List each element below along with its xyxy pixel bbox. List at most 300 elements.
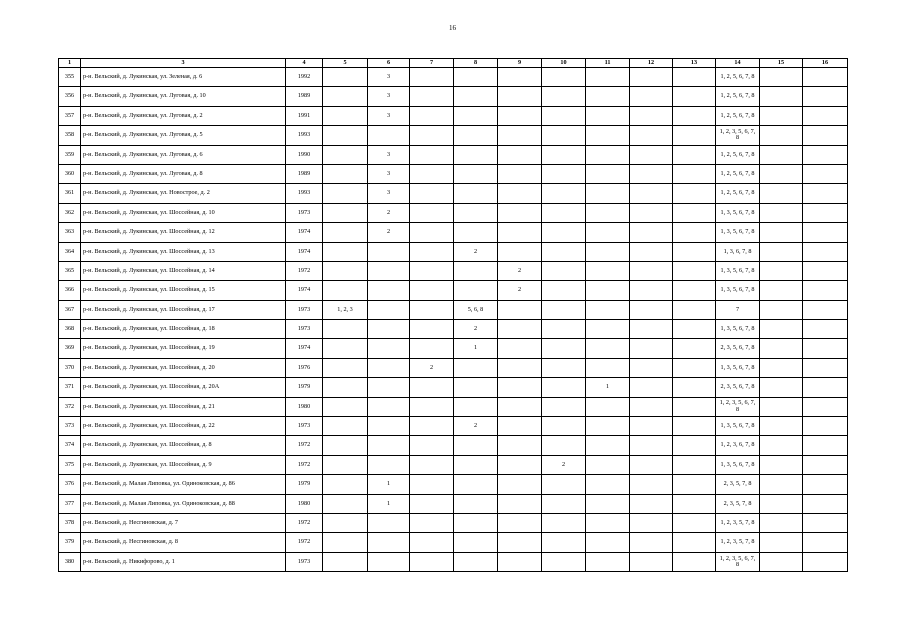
col6-cell [368,126,410,145]
col10-cell [542,242,586,261]
col7-cell [410,261,454,280]
col6-cell [368,261,410,280]
col5-cell [323,223,368,242]
col12-cell [630,339,673,358]
col9-cell [498,475,542,494]
col6-cell [368,378,410,397]
col15-cell [760,436,803,455]
col13-cell [673,300,716,319]
col12-cell [630,184,673,203]
col8-cell [454,494,498,513]
col14-cell: 1, 2, 5, 6, 7, 8 [716,87,760,106]
year-cell: 1974 [286,339,323,358]
col7-cell [410,494,454,513]
col14-cell: 2, 3, 5, 7, 8 [716,475,760,494]
col13-cell [673,475,716,494]
col12-cell [630,320,673,339]
col5-cell [323,436,368,455]
table-row [59,223,848,242]
col14-cell: 1, 3, 5, 6, 7, 8 [716,417,760,436]
col7-cell [410,436,454,455]
col6-cell: 1 [368,494,410,513]
col11-cell [586,126,630,145]
col9-cell [498,378,542,397]
col16-cell [803,378,848,397]
col14-cell: 1, 3, 6, 7, 8 [716,242,760,261]
year-cell: 1979 [286,475,323,494]
col10-cell [542,203,586,222]
col16-cell [803,145,848,164]
col16-cell [803,281,848,300]
table-row [59,184,848,203]
col7-cell: 2 [410,358,454,377]
col8-cell [454,455,498,474]
col9-cell: 2 [498,261,542,280]
col7-cell [410,417,454,436]
col13-cell [673,397,716,416]
table-row [59,261,848,280]
col15-cell [760,397,803,416]
table-row [59,300,848,319]
year-cell: 1980 [286,494,323,513]
col14-cell: 1, 3, 5, 6, 7, 8 [716,223,760,242]
col10-cell [542,126,586,145]
col10-cell [542,397,586,416]
row-number-cell: 360 [59,164,81,183]
col12-cell [630,494,673,513]
col16-cell [803,513,848,532]
col9-cell [498,203,542,222]
address-cell: р-н. Вельский, д. Лукинская, ул. Луговая, д. 10 [81,87,286,106]
address-cell: р-н. Вельский, д. Лукинская, ул. Луговая, д. 5 [81,126,286,145]
col12-cell [630,436,673,455]
year-cell: 1991 [286,106,323,125]
col15-cell [760,184,803,203]
col12-cell [630,300,673,319]
year-cell: 1972 [286,513,323,532]
col11-cell [586,223,630,242]
col5-cell [323,145,368,164]
col14-cell: 1, 3, 5, 6, 7, 8 [716,281,760,300]
col15-cell [760,145,803,164]
column-header: 16 [803,59,848,68]
col10-cell [542,339,586,358]
col15-cell [760,106,803,125]
table-body [59,68,848,572]
col5-cell [323,242,368,261]
col6-cell [368,300,410,319]
col14-cell: 1, 2, 5, 6, 7, 8 [716,68,760,87]
col13-cell [673,145,716,164]
col6-cell: 3 [368,87,410,106]
col12-cell [630,397,673,416]
col5-cell [323,552,368,571]
col8-cell [454,397,498,416]
col7-cell [410,552,454,571]
col7-cell [410,378,454,397]
col8-cell: 2 [454,417,498,436]
col12-cell [630,242,673,261]
col16-cell [803,126,848,145]
col9-cell [498,106,542,125]
col6-cell: 2 [368,203,410,222]
column-header: 14 [716,59,760,68]
col5-cell [323,261,368,280]
col12-cell [630,378,673,397]
col15-cell [760,494,803,513]
col10-cell: 2 [542,455,586,474]
col7-cell [410,164,454,183]
col15-cell [760,552,803,571]
row-number-cell: 367 [59,300,81,319]
year-cell: 1974 [286,223,323,242]
col10-cell [542,378,586,397]
col9-cell: 2 [498,281,542,300]
col7-cell [410,145,454,164]
col15-cell [760,223,803,242]
row-number-cell: 356 [59,87,81,106]
col12-cell [630,145,673,164]
col8-cell [454,184,498,203]
address-cell: р-н. Вельский, д. Лукинская, ул. Шоссейная, д. 13 [81,242,286,261]
col13-cell [673,87,716,106]
col12-cell [630,68,673,87]
col8-cell [454,87,498,106]
column-header: 7 [410,59,454,68]
address-cell: р-н. Вельский, д. Лукинская, ул. Шоссейная, д. 18 [81,320,286,339]
row-number-cell: 361 [59,184,81,203]
table-row [59,68,848,87]
col9-cell [498,242,542,261]
col6-cell [368,533,410,552]
address-cell: р-н. Вельский, д. Малая Липовка, ул. Одиноковская, д. 88 [81,494,286,513]
col8-cell: 1 [454,339,498,358]
col13-cell [673,261,716,280]
col9-cell [498,145,542,164]
col7-cell [410,475,454,494]
col10-cell [542,533,586,552]
col5-cell [323,184,368,203]
table-row [59,513,848,532]
data-table [58,58,848,572]
year-cell: 1993 [286,126,323,145]
col11-cell [586,87,630,106]
column-header: 11 [586,59,630,68]
col10-cell [542,475,586,494]
col5-cell [323,106,368,125]
col5-cell [323,87,368,106]
col5-cell: 1, 2, 3 [323,300,368,319]
col11-cell [586,203,630,222]
row-number-cell: 362 [59,203,81,222]
col11-cell [586,68,630,87]
col7-cell [410,106,454,125]
col13-cell [673,320,716,339]
year-cell: 1973 [286,417,323,436]
year-cell: 1990 [286,145,323,164]
year-cell: 1989 [286,164,323,183]
col5-cell [323,203,368,222]
col15-cell [760,68,803,87]
row-number-cell: 355 [59,68,81,87]
row-number-cell: 363 [59,223,81,242]
col6-cell [368,339,410,358]
col5-cell [323,164,368,183]
col14-cell: 1, 2, 3, 5, 7, 8 [716,533,760,552]
col7-cell [410,242,454,261]
col12-cell [630,261,673,280]
address-cell: р-н. Вельский, д. Лукинская, ул. Луговая, д. 2 [81,106,286,125]
col11-cell [586,552,630,571]
year-cell: 1979 [286,378,323,397]
table-row [59,436,848,455]
col16-cell [803,475,848,494]
col13-cell [673,494,716,513]
col9-cell [498,68,542,87]
table-row [59,475,848,494]
col7-cell [410,184,454,203]
col16-cell [803,68,848,87]
col11-cell [586,417,630,436]
col9-cell [498,436,542,455]
table-row [59,242,848,261]
col15-cell [760,203,803,222]
col8-cell [454,164,498,183]
col7-cell [410,68,454,87]
col8-cell [454,223,498,242]
col8-cell [454,513,498,532]
col12-cell [630,552,673,571]
col10-cell [542,223,586,242]
col13-cell [673,223,716,242]
col7-cell [410,223,454,242]
address-cell: р-н. Вельский, д. Несгиновская, д. 7 [81,513,286,532]
table-row [59,320,848,339]
row-number-cell: 366 [59,281,81,300]
col15-cell [760,320,803,339]
col9-cell [498,494,542,513]
col16-cell [803,164,848,183]
table-row [59,378,848,397]
col15-cell [760,417,803,436]
col12-cell [630,533,673,552]
col5-cell [323,320,368,339]
col14-cell: 7 [716,300,760,319]
col12-cell [630,87,673,106]
col8-cell [454,203,498,222]
col12-cell [630,164,673,183]
col12-cell [630,417,673,436]
col14-cell: 1, 3, 5, 6, 7, 8 [716,358,760,377]
col6-cell: 3 [368,184,410,203]
col6-cell: 3 [368,106,410,125]
col10-cell [542,87,586,106]
col11-cell [586,300,630,319]
col13-cell [673,513,716,532]
address-cell: р-н. Вельский, д. Лукинская, ул. Шоссейная, д. 22 [81,417,286,436]
col14-cell: 1, 2, 3, 5, 6, 7, 8 [716,126,760,145]
row-number-cell: 359 [59,145,81,164]
col12-cell [630,513,673,532]
column-header: 3 [81,59,286,68]
row-number-cell: 358 [59,126,81,145]
address-cell: р-н. Вельский, д. Лукинская, ул. Шоссейная, д. 19 [81,339,286,358]
col6-cell [368,455,410,474]
col8-cell [454,475,498,494]
col11-cell [586,455,630,474]
row-number-cell: 379 [59,533,81,552]
address-cell: р-н. Вельский, д. Лукинская, ул. Луговая, д. 6 [81,145,286,164]
col8-cell: 2 [454,242,498,261]
col16-cell [803,533,848,552]
column-header: 10 [542,59,586,68]
col11-cell [586,358,630,377]
col13-cell [673,184,716,203]
col11-cell [586,339,630,358]
year-cell: 1980 [286,397,323,416]
col7-cell [410,203,454,222]
address-cell: р-н. Вельский, д. Лукинская, ул. Шоссейная, д. 20А [81,378,286,397]
column-header: 13 [673,59,716,68]
column-header: 6 [368,59,410,68]
col8-cell [454,358,498,377]
col8-cell [454,281,498,300]
col10-cell [542,261,586,280]
col6-cell [368,358,410,377]
col5-cell [323,494,368,513]
col12-cell [630,106,673,125]
col16-cell [803,494,848,513]
col10-cell [542,145,586,164]
col13-cell [673,106,716,125]
col10-cell [542,68,586,87]
col16-cell [803,320,848,339]
col9-cell [498,300,542,319]
header-row [59,59,848,68]
col9-cell [498,417,542,436]
col6-cell: 3 [368,164,410,183]
row-number-cell: 375 [59,455,81,474]
col6-cell [368,281,410,300]
year-cell: 1974 [286,281,323,300]
col11-cell [586,397,630,416]
col7-cell [410,533,454,552]
row-number-cell: 364 [59,242,81,261]
col10-cell [542,552,586,571]
table-row [59,164,848,183]
col14-cell: 1, 2, 3, 5, 6, 7, 8 [716,397,760,416]
col8-cell: 5, 6, 8 [454,300,498,319]
col14-cell: 1, 3, 5, 6, 7, 8 [716,455,760,474]
address-cell: р-н. Вельский, д. Лукинская, ул. Зеленая, д. 6 [81,68,286,87]
col11-cell [586,281,630,300]
row-number-cell: 371 [59,378,81,397]
col14-cell: 1, 3, 5, 6, 7, 8 [716,320,760,339]
col14-cell: 1, 2, 5, 6, 7, 8 [716,164,760,183]
year-cell: 1973 [286,203,323,222]
col5-cell [323,68,368,87]
col12-cell [630,203,673,222]
year-cell: 1992 [286,68,323,87]
col14-cell: 2, 3, 5, 7, 8 [716,494,760,513]
column-header: 1 [59,59,81,68]
col14-cell: 1, 2, 5, 6, 7, 8 [716,184,760,203]
col13-cell [673,68,716,87]
col16-cell [803,184,848,203]
col12-cell [630,126,673,145]
col12-cell [630,281,673,300]
address-cell: р-н. Вельский, д. Никифорово, д. 1 [81,552,286,571]
col14-cell: 1, 2, 3, 5, 7, 8 [716,513,760,532]
col16-cell [803,358,848,377]
table-row [59,281,848,300]
col11-cell [586,164,630,183]
address-cell: р-н. Вельский, д. Лукинская, ул. Шоссейная, д. 21 [81,397,286,416]
address-cell: р-н. Вельский, д. Лукинская, ул. Новострое, д. 2 [81,184,286,203]
col9-cell [498,358,542,377]
col15-cell [760,87,803,106]
col6-cell [368,417,410,436]
table-row [59,533,848,552]
col7-cell [410,87,454,106]
col5-cell [323,281,368,300]
col8-cell [454,145,498,164]
col6-cell: 1 [368,475,410,494]
row-number-cell: 368 [59,320,81,339]
col14-cell: 2, 3, 5, 6, 7, 8 [716,378,760,397]
row-number-cell: 369 [59,339,81,358]
year-cell: 1973 [286,552,323,571]
year-cell: 1993 [286,184,323,203]
table-row [59,417,848,436]
table-row [59,552,848,571]
table-row [59,145,848,164]
year-cell: 1989 [286,87,323,106]
col6-cell [368,242,410,261]
col11-cell [586,494,630,513]
year-cell: 1972 [286,261,323,280]
col5-cell [323,417,368,436]
col6-cell: 3 [368,145,410,164]
col16-cell [803,417,848,436]
col7-cell [410,281,454,300]
col8-cell [454,126,498,145]
col9-cell [498,87,542,106]
col8-cell [454,533,498,552]
column-header: 4 [286,59,323,68]
col13-cell [673,203,716,222]
col7-cell [410,397,454,416]
col16-cell [803,436,848,455]
col11-cell [586,513,630,532]
col9-cell [498,533,542,552]
col15-cell [760,281,803,300]
col6-cell [368,320,410,339]
col5-cell [323,126,368,145]
address-cell: р-н. Вельский, д. Лукинская, ул. Шоссейная, д. 8 [81,436,286,455]
col13-cell [673,552,716,571]
col13-cell [673,436,716,455]
table-row [59,87,848,106]
col15-cell [760,513,803,532]
col13-cell [673,533,716,552]
col10-cell [542,320,586,339]
row-number-cell: 365 [59,261,81,280]
col11-cell [586,261,630,280]
col10-cell [542,164,586,183]
col14-cell: 1, 2, 3, 5, 6, 7, 8 [716,552,760,571]
row-number-cell: 373 [59,417,81,436]
